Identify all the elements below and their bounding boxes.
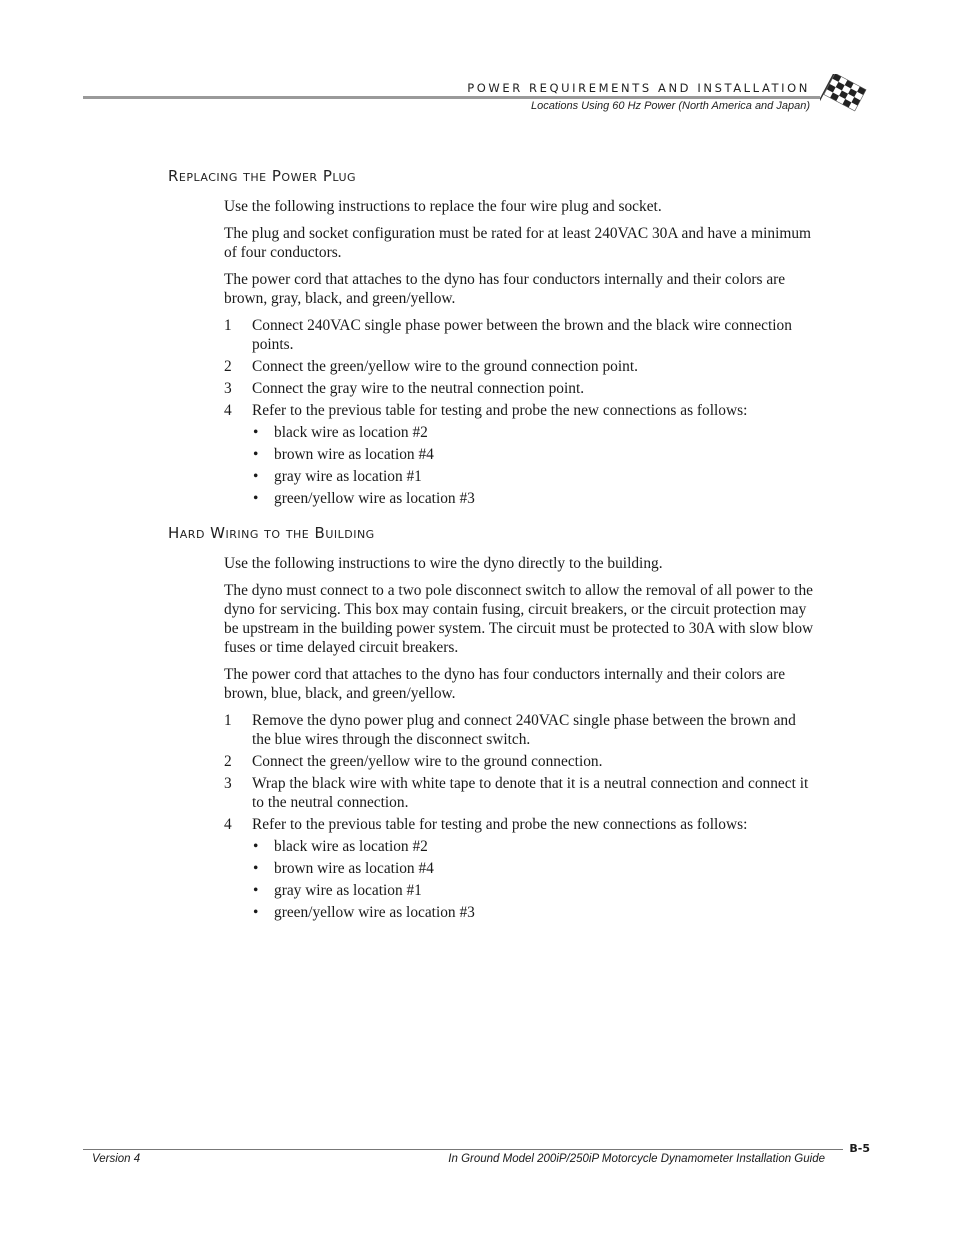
bullet-list [252,423,816,508]
paragraph: The power cord that attaches to the dyno has four conductors internally and their colors are brown, blue, black, and green/yellow. [224,666,786,702]
step-text: Connect 240VAC single phase power between the brown and the black wire connection points. [252,317,792,353]
step-number: 1 [224,317,232,334]
bullet-item [252,859,816,878]
step-item [224,752,816,771]
bullet-text: black wire as location #2 [274,838,428,855]
bullet-icon: • [253,904,259,921]
bullet-item [252,423,816,442]
bullet-text: green/yellow wire as location #3 [274,490,475,507]
paragraph: Use the following instructions to wire the dyno directly to the building. [224,555,663,572]
step-item [224,316,816,354]
step-item [224,815,816,834]
bullet-text: brown wire as location #4 [274,446,434,463]
step-text: Connect the green/yellow wire to the ground connection point. [252,358,638,375]
header-rule [83,96,820,99]
bullet-icon: • [253,468,259,485]
bullet-text: gray wire as location #1 [274,882,422,899]
bullet-item [252,489,816,508]
running-header-title: POWER REQUIREMENTS AND INSTALLATION [467,81,810,95]
bullet-item [252,903,816,922]
page-number: B-5 [849,1142,870,1155]
footer-version: Version 4 [92,1153,141,1165]
paragraph: Use the following instructions to replace the four wire plug and socket. [224,198,662,215]
step-number: 4 [224,816,232,833]
step-text: Remove the dyno power plug and connect 240VAC single phase between the brown and the blue wires through the disconnect switch. [252,712,796,748]
step-number: 3 [224,380,232,397]
bullet-text: brown wire as location #4 [274,860,434,877]
paragraph: The plug and socket configuration must be rated for at least 240VAC 30A and have a minimum of four conductors. [224,225,811,261]
paragraph: The power cord that attaches to the dyno has four conductors internally and their colors are brown, gray, black, and green/yellow. [224,271,786,307]
step-text: Refer to the previous table for testing and probe the new connections as follows: [252,402,748,419]
section-body-replacing-power-plug [224,197,816,511]
section-body-hard-wiring [224,554,816,925]
step-item [224,774,816,812]
bullet-list [252,837,816,922]
step-item [224,711,816,749]
bullet-icon: • [253,424,259,441]
step-text: Connect the green/yellow wire to the ground connection. [252,753,603,770]
section-heading-hard-wiring: Hard Wiring to the Building [168,524,375,542]
bullet-item [252,881,816,900]
step-item [224,379,816,398]
step-item [224,357,816,376]
section-heading-replacing-power-plug: Replacing the Power Plug [168,167,357,185]
paragraph: The dyno must connect to a two pole disconnect switch to allow the removal of all power to the dyno for servicing. This box may contain fusing, circuit breakers, or the circuit protection may be upstream in the building power system. The circuit must be protected to 30A with slow blow fuses or time delayed circuit breakers. [224,582,814,656]
bullet-text: gray wire as location #1 [274,468,422,485]
step-item [224,401,816,420]
step-number: 4 [224,402,232,419]
running-header-subtitle: Locations Using 60 Hz Power (North America and Japan) [530,100,810,112]
bullet-icon: • [253,882,259,899]
step-number: 1 [224,712,232,729]
step-text: Refer to the previous table for testing and probe the new connections as follows: [252,816,748,833]
bullet-icon: • [253,860,259,877]
bullet-text: black wire as location #2 [274,424,428,441]
footer-rule [83,1149,843,1150]
bullet-icon: • [253,490,259,507]
step-number: 2 [224,358,232,375]
footer-guide-title: In Ground Model 200iP/250iP Motorcycle Dynamometer Installation Guide [448,1153,825,1165]
bullet-item [252,445,816,464]
bullet-text: green/yellow wire as location #3 [274,904,475,921]
bullet-icon: • [253,446,259,463]
bullet-icon: • [253,838,259,855]
bullet-item [252,837,816,856]
bullet-item [252,467,816,486]
checkered-flag-icon [820,74,868,116]
step-text: Wrap the black wire with white tape to denote that it is a neutral connection and connect it to the neutral connection. [252,775,809,811]
step-number: 3 [224,775,232,792]
step-text: Connect the gray wire to the neutral connection point. [252,380,585,397]
step-number: 2 [224,753,232,770]
